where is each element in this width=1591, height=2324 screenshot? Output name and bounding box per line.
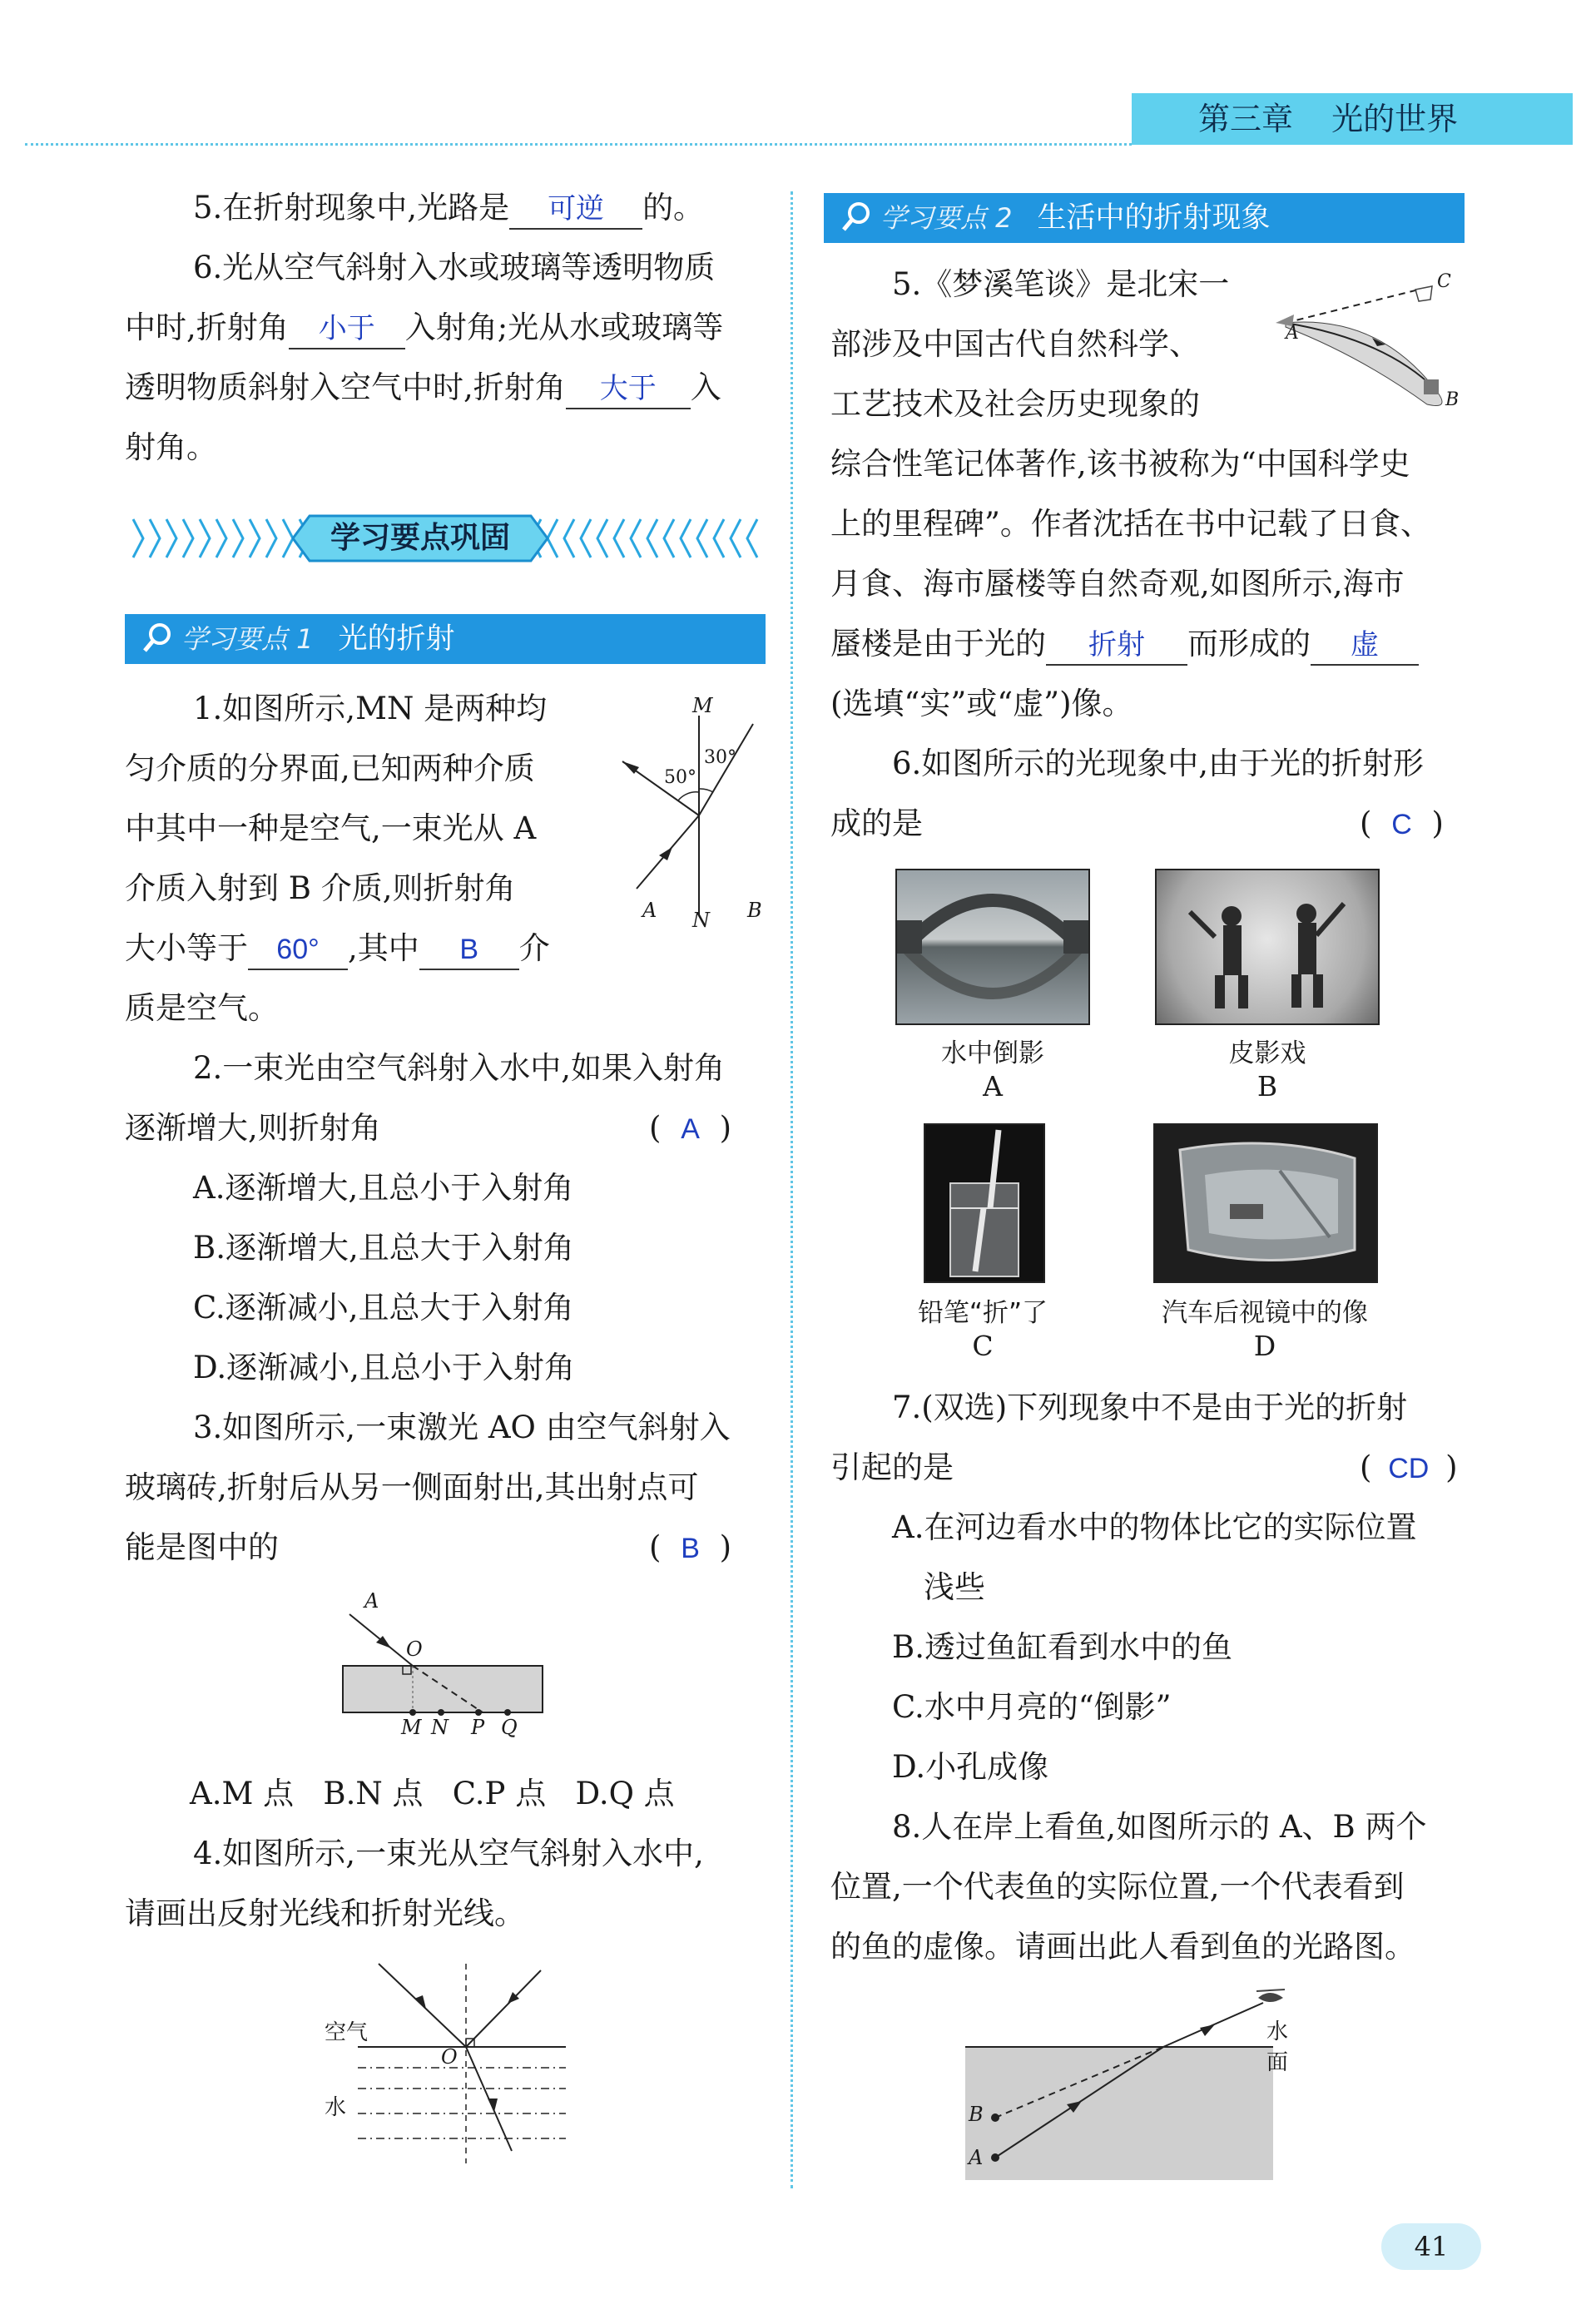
section-2-tag: 学习要点 2 — [880, 202, 1013, 234]
r-q6-paren: ( C ) — [1360, 805, 1444, 841]
left-q2-line1: 2.一束光由空气斜射入水中,如果入射角 — [193, 1050, 726, 1086]
magnifier-icon — [839, 193, 875, 259]
fig3-label-n: N — [431, 1716, 449, 1739]
banner-title: 学习要点巩固 — [330, 521, 510, 555]
r-q6-text: 成的是 — [830, 805, 923, 841]
q2-option-d: D.逐渐减小,且总小于入射角 — [193, 1350, 575, 1385]
q1-blank-1 — [248, 932, 348, 970]
q2-option-c: C.逐渐减小,且总大于入射角 — [193, 1290, 574, 1326]
fig3-label-p: P — [471, 1716, 485, 1739]
left-q6-line2 — [125, 298, 723, 358]
left-q1-line2: 匀介质的分界面,已知两种介质 — [125, 751, 535, 786]
left-q5 — [193, 178, 704, 238]
left-q3-line2: 玻璃砖,折射后从另一侧面射出,其出射点可 — [125, 1469, 699, 1505]
photo-bent-pencil — [924, 1123, 1045, 1283]
q5-text-end: 的。 — [642, 190, 705, 225]
left-q4-line2: 请画出反射光线和折射光线。 — [125, 1895, 525, 1931]
q6-text-a: 中时,折射角 — [125, 310, 289, 345]
q3-text: 能是图中的 — [125, 1529, 279, 1565]
page-number-badge — [1381, 2223, 1481, 2270]
r-q7-answer: CD — [1388, 1453, 1430, 1484]
fig8-label-b: B — [969, 2103, 984, 2126]
header-dotted-line — [25, 143, 1132, 146]
q6-blank-1 — [289, 311, 405, 349]
left-q2-line2 — [125, 1098, 766, 1158]
q1-answer-2: B — [459, 934, 479, 965]
fig1-label-b: B — [747, 899, 762, 922]
fig1-label-n: N — [692, 909, 710, 932]
left-q1-line1: 1.如图所示,MN 是两种均 — [193, 691, 548, 726]
caption-a: 水中倒影 — [941, 1038, 1044, 1068]
right-q5-line2: 部涉及中国古代自然科学、 — [830, 326, 1200, 362]
right-q6-line1: 6.如图所示的光现象中,由于光的折射形 — [892, 746, 1425, 781]
r-q7-text: 引起的是 — [830, 1449, 954, 1485]
q2-option-a: A.逐渐增大,且总小于入射角 — [193, 1170, 574, 1206]
fig8-label-a: A — [969, 2146, 984, 2169]
fig3-label-q: Q — [501, 1716, 518, 1739]
section-1-bar — [125, 614, 766, 664]
q6-blank-2 — [566, 371, 691, 409]
letter-b: B — [1256, 1070, 1278, 1103]
fig1-angle-30: 30° — [704, 747, 736, 768]
right-q7-line1: 7.(双选)下列现象中不是由于光的折射 — [892, 1390, 1408, 1425]
fig3-label-m: M — [401, 1716, 422, 1739]
right-q5-line1: 5.《梦溪笔谈》是北宋一 — [892, 266, 1230, 302]
mirage-label-b: B — [1445, 389, 1460, 410]
q2-option-b: B.逐渐增大,且总大于入射角 — [193, 1230, 574, 1266]
fig1-label-a: A — [642, 899, 657, 922]
chapter-title: 光的世界 — [1331, 101, 1459, 137]
right-q8-line2: 位置,一个代表鱼的实际位置,一个代表看到 — [830, 1869, 1405, 1905]
q7-option-c: C.水中月亮的“倒影” — [892, 1689, 1172, 1725]
left-q6-line1: 6.光从空气斜射入水或玻璃等透明物质 — [193, 250, 716, 285]
q1-answer-1: 60° — [276, 934, 320, 965]
right-q5-line6: 月食、海市蜃楼等自然奇观,如图所示,海市 — [830, 566, 1405, 602]
q2-paren: ( A ) — [649, 1110, 732, 1146]
q6-text-d: 入 — [690, 369, 721, 405]
right-q8-line1: 8.人在岸上看鱼,如图所示的 A、B 两个 — [892, 1809, 1427, 1845]
fig1-angle-50: 50° — [664, 767, 696, 788]
r-q5-blank-2 — [1311, 627, 1419, 666]
q6-answer-1: 小于 — [318, 313, 375, 344]
left-q4-line1: 4.如图所示,一束光从空气斜射入水中, — [193, 1836, 704, 1871]
q6-text-c: 透明物质斜射入空气中时,折射角 — [125, 369, 566, 405]
q1-text-b: ,其中 — [348, 930, 419, 966]
q3-options: A.M 点 B.N 点 C.P 点 D.Q 点 — [190, 1776, 675, 1811]
chapter-header — [1132, 93, 1573, 145]
caption-d: 汽车后视镜中的像 — [1162, 1298, 1368, 1328]
left-q1-line4: 介质入射到 B 介质,则折射角 — [125, 870, 516, 906]
air-water-diagram — [316, 1955, 582, 2172]
right-q5-line5: 上的里程碑”。作者沈括在书中记载了日食、 — [830, 506, 1431, 542]
section-2-title: 生活中的折射现象 — [1037, 201, 1271, 235]
r-q5-blank-1 — [1046, 627, 1187, 666]
q1-blank-2 — [419, 932, 519, 970]
caption-b: 皮影戏 — [1228, 1038, 1306, 1068]
fig4-water-label: 水 — [325, 2095, 347, 2120]
q7-option-a-cont: 浅些 — [924, 1569, 985, 1605]
fig3-label-o: O — [406, 1638, 423, 1661]
fig3-label-a: A — [364, 1589, 379, 1613]
column-divider — [791, 191, 793, 2188]
r-q5-text-b: 而形成的 — [1187, 626, 1311, 662]
r-q5-answer-2: 虚 — [1351, 629, 1379, 661]
left-q1-line6: 质是空气。 — [125, 990, 279, 1026]
q1-text-c: 介 — [518, 930, 550, 966]
review-banner — [125, 509, 766, 567]
right-q5-line3: 工艺技术及社会历史现象的 — [830, 386, 1200, 422]
left-q3-line3 — [125, 1518, 766, 1578]
left-q6-line4: 射角。 — [125, 429, 217, 465]
left-q3-line1: 3.如图所示,一束激光 AO 由空气斜射入 — [193, 1410, 731, 1445]
right-q5-line4: 综合性笔记体著作,该书被称为“中国科学史 — [830, 446, 1410, 482]
photo-bridge-reflection — [895, 869, 1090, 1025]
r-q5-text-a: 蜃楼是由于光的 — [830, 626, 1046, 662]
r-q5-answer-1: 折射 — [1088, 629, 1145, 661]
page-number: 41 — [1414, 2231, 1449, 2262]
q1-text-a: 大小等于 — [125, 930, 248, 966]
section-1-tag: 学习要点 1 — [181, 623, 314, 655]
right-q6-line2 — [830, 794, 1471, 854]
fig4-label-o: O — [441, 2045, 458, 2069]
mirage-diagram — [1261, 265, 1469, 414]
q7-option-d: D.小孔成像 — [892, 1749, 1049, 1785]
q3-paren: ( B ) — [649, 1529, 732, 1565]
q2-answer: A — [681, 1113, 700, 1145]
section-2-bar — [824, 193, 1465, 243]
r-q6-answer: C — [1391, 809, 1412, 840]
caption-c: 铅笔“折”了 — [917, 1298, 1048, 1328]
q6-text-b: 入射角;光从水或玻璃等 — [404, 310, 724, 345]
q5-text: 5.在折射现象中,光路是 — [193, 190, 510, 225]
letter-d: D — [1253, 1330, 1276, 1362]
left-q6-line3 — [125, 358, 721, 418]
photo-car-mirror — [1153, 1123, 1378, 1283]
right-q5-line8: (选填“实”或“虚”)像。 — [830, 686, 1133, 721]
q3-answer: B — [681, 1533, 700, 1564]
fig1-label-m: M — [692, 694, 713, 717]
right-q7-line2 — [830, 1438, 1471, 1498]
glass-brick-diagram — [333, 1589, 566, 1747]
mirage-label-a: A — [1286, 323, 1299, 344]
magnifier-icon — [140, 614, 176, 680]
fig4-air-label: 空气 — [325, 2020, 369, 2045]
chapter-number: 第三章 — [1198, 101, 1294, 137]
left-q1-line3: 中其中一种是空气,一束光从 A — [125, 810, 537, 846]
letter-c: C — [972, 1330, 994, 1362]
photo-shadow-play — [1155, 869, 1380, 1025]
refraction-diagram-1 — [599, 691, 774, 940]
mirage-label-c: C — [1437, 271, 1451, 292]
q5-answer: 可逆 — [548, 193, 605, 225]
letter-a: A — [983, 1070, 1003, 1103]
q2-text: 逐渐增大,则折射角 — [125, 1110, 381, 1146]
right-q5-line7 — [830, 614, 1419, 674]
right-q8-line3: 的鱼的虚像。请画出此人看到鱼的光路图。 — [830, 1929, 1415, 1965]
q7-option-a: A.在河边看水中的物体比它的实际位置 — [892, 1509, 1417, 1545]
fig8-surface-label: 水面 — [1266, 2019, 1289, 2075]
section-1-title: 光的折射 — [338, 622, 455, 656]
left-q1-line5 — [125, 919, 550, 979]
q5-blank — [509, 191, 642, 230]
q6-answer-2: 大于 — [599, 373, 657, 404]
q7-option-b: B.透过鱼缸看到水中的鱼 — [892, 1629, 1232, 1665]
r-q7-paren: ( CD ) — [1360, 1449, 1458, 1485]
fish-diagram — [957, 1985, 1306, 2184]
